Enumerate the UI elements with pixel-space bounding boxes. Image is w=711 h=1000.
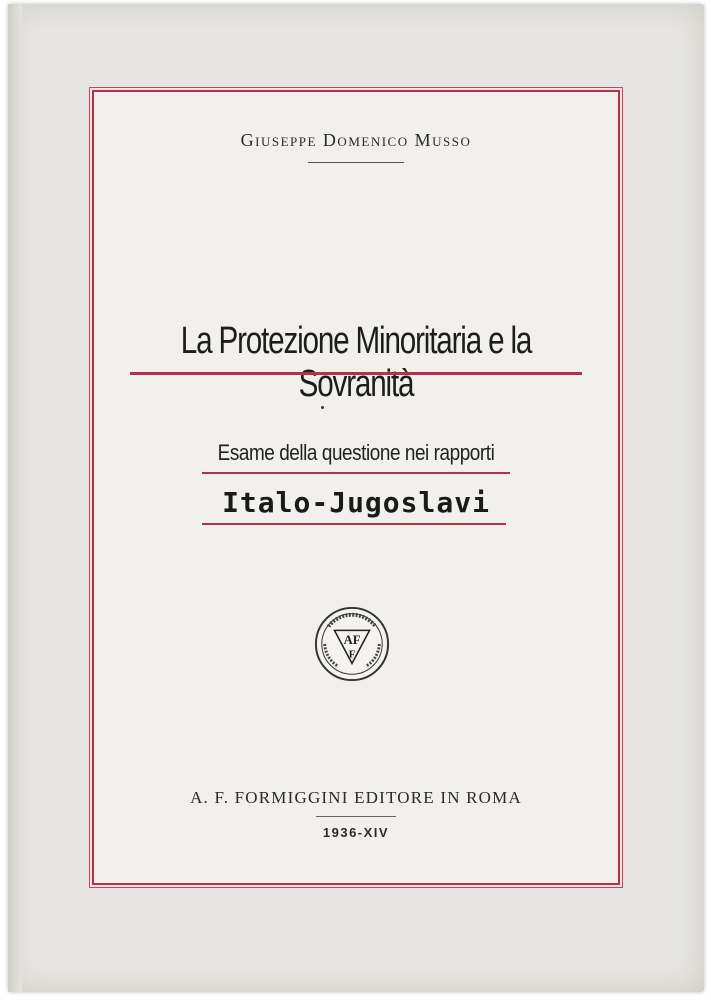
subtitle-second-underline <box>202 523 506 525</box>
cover-edge <box>8 4 22 992</box>
author-name: Giuseppe Domenico Musso <box>240 130 472 150</box>
ornament-dot <box>321 406 324 409</box>
subtitle-underline <box>202 472 510 474</box>
svg-text:AF: AF <box>343 633 361 647</box>
book-subtitle-second-line: Italo-Jugoslavi <box>222 486 490 519</box>
book-subtitle: Esame della questione nei rapporti <box>217 440 495 465</box>
publisher-name: A. F. FORMIGGINI EDITORE IN ROMA <box>190 788 522 807</box>
author-divider <box>308 162 404 163</box>
publication-year: 1936-XIV <box>322 825 390 840</box>
title-underline <box>130 372 582 375</box>
publisher-seal-icon <box>313 605 391 683</box>
book-cover <box>8 4 704 992</box>
title-frame <box>92 90 620 885</box>
svg-text:F: F <box>348 648 356 661</box>
publisher-divider <box>316 816 396 817</box>
book-title: La Protezione Minoritaria e la Sovranità <box>180 320 532 405</box>
